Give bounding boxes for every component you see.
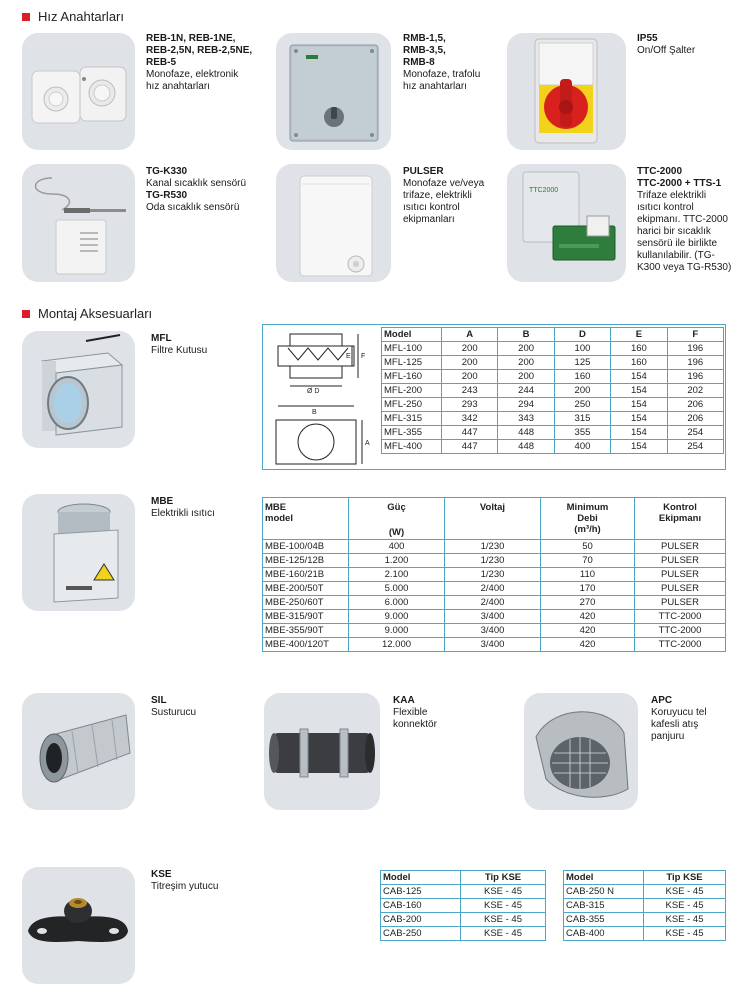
table-row [263, 582, 726, 596]
table-cell: 9.000 [349, 610, 445, 624]
table-cell: MBE-100/04B [263, 540, 349, 554]
table-cell: MBE-200/50T [263, 582, 349, 596]
table-cell: MBE-125/12B [263, 554, 349, 568]
table-cell: TTC-2000 [635, 624, 726, 638]
table-header-row [564, 871, 726, 885]
table-cell: PULSER [635, 582, 726, 596]
table-cell: 170 [541, 582, 635, 596]
table-row [382, 440, 724, 454]
table-cell: 1/230 [445, 540, 541, 554]
kse-spec-table-2 [563, 870, 726, 941]
table-cell: 447 [442, 440, 498, 454]
svg-text:TTC2000: TTC2000 [529, 187, 559, 194]
table-cell: 1/230 [445, 554, 541, 568]
table-cell: 270 [541, 596, 635, 610]
table-row [382, 356, 724, 370]
table-cell: MBE-400/120T [263, 638, 349, 652]
table-row [263, 568, 726, 582]
table-cell: CAB-315 [564, 899, 644, 913]
kse-photo [22, 867, 135, 984]
red-square-bullet [22, 310, 30, 318]
table-cell: MFL-160 [382, 370, 442, 384]
kaa-description: KAA Flexible konnektör [393, 695, 437, 730]
table-cell: 294 [498, 398, 554, 412]
table-cell: 200 [498, 356, 554, 370]
table-cell: 200 [442, 370, 498, 384]
column-header: F [667, 328, 723, 342]
dim-label-e: E [346, 353, 351, 360]
table-row [381, 885, 546, 899]
mfl-spec-table [381, 327, 724, 454]
table-cell: TTC-2000 [635, 638, 726, 652]
column-header-model: MBE model [263, 498, 349, 540]
column-header: Tip KSE [644, 871, 726, 885]
table-cell: 70 [541, 554, 635, 568]
table-cell: KSE - 45 [461, 913, 546, 927]
table-cell: MFL-200 [382, 384, 442, 398]
table-header-row [263, 498, 726, 540]
column-header: Model [382, 328, 442, 342]
table-cell: 160 [611, 356, 667, 370]
table-cell: 2/400 [445, 582, 541, 596]
mfl-dimension-diagram [266, 328, 378, 468]
mfl-photo [22, 331, 135, 448]
column-header: B [498, 328, 554, 342]
table-row [564, 885, 726, 899]
ip55-switch-photo [507, 33, 626, 150]
red-square-bullet [22, 13, 30, 21]
section-title-text: Hız Anahtarları [38, 9, 124, 24]
table-cell: 154 [611, 384, 667, 398]
column-header: Model [564, 871, 644, 885]
table-row [263, 624, 726, 638]
table-cell: 3/400 [445, 610, 541, 624]
table-cell: CAB-400 [564, 927, 644, 941]
table-cell: 200 [498, 342, 554, 356]
table-cell: MFL-315 [382, 412, 442, 426]
table-cell: 254 [667, 440, 723, 454]
table-cell: 50 [541, 540, 635, 554]
table-cell: 154 [611, 398, 667, 412]
table-row [564, 899, 726, 913]
mbe-spec-table [262, 497, 726, 652]
pulser-photo [276, 164, 391, 282]
table-cell: KSE - 45 [644, 899, 726, 913]
table-row [382, 398, 724, 412]
apc-description: APC Koruyucu tel kafesli atış panjuru [651, 695, 707, 742]
table-cell: CAB-250 N [564, 885, 644, 899]
mfl-description: MFL Filtre Kutusu [151, 333, 208, 356]
tg-sensors-photo [22, 164, 135, 282]
table-cell: 200 [442, 342, 498, 356]
table-cell: MFL-100 [382, 342, 442, 356]
table-header-row [382, 328, 724, 342]
table-cell: MBE-355/90T [263, 624, 349, 638]
table-header-row [381, 871, 546, 885]
table-row [263, 540, 726, 554]
table-cell: PULSER [635, 540, 726, 554]
column-header: D [554, 328, 610, 342]
section-title-mounting-accessories [22, 306, 152, 321]
table-cell: 2.100 [349, 568, 445, 582]
apc-photo [524, 693, 638, 810]
table-cell: 293 [442, 398, 498, 412]
table-cell: MFL-400 [382, 440, 442, 454]
table-row [564, 913, 726, 927]
table-cell: KSE - 45 [644, 913, 726, 927]
table-cell: CAB-200 [381, 913, 461, 927]
dim-label-d: Ø D [307, 388, 320, 395]
table-cell: 154 [611, 370, 667, 384]
table-cell: 206 [667, 412, 723, 426]
table-cell: 420 [541, 624, 635, 638]
section-title-speed-controllers [22, 9, 124, 24]
column-header-power: Güç (W) [349, 498, 445, 540]
kaa-photo [264, 693, 380, 810]
table-row [263, 596, 726, 610]
table-cell: TTC-2000 [635, 610, 726, 624]
table-cell: 244 [498, 384, 554, 398]
table-cell: 243 [442, 384, 498, 398]
section-title-text: Montaj Aksesuarları [38, 306, 153, 321]
table-cell: 202 [667, 384, 723, 398]
reb-photo [22, 33, 135, 150]
table-cell: PULSER [635, 568, 726, 582]
table-cell: 315 [554, 412, 610, 426]
table-cell: 343 [498, 412, 554, 426]
dim-label-f: F [361, 353, 366, 360]
table-row [263, 554, 726, 568]
table-row [382, 384, 724, 398]
table-cell: 196 [667, 356, 723, 370]
table-cell: 342 [442, 412, 498, 426]
table-cell: KSE - 45 [644, 885, 726, 899]
pulser-description: PULSER Monofaze ve/veya trifaze, elektrikli ısıtıcı kontrol ekipmanları [403, 166, 485, 225]
table-cell: 254 [667, 426, 723, 440]
table-cell: PULSER [635, 554, 726, 568]
table-cell: 5.000 [349, 582, 445, 596]
table-cell: MBE-315/90T [263, 610, 349, 624]
table-cell: 9.000 [349, 624, 445, 638]
table-cell: 250 [554, 398, 610, 412]
table-cell: 448 [498, 440, 554, 454]
table-cell: MFL-250 [382, 398, 442, 412]
mbe-photo [22, 494, 135, 611]
reb-description: REB-1N, REB-1NE, REB-2,5N, REB-2,5NE, REB-5 Monofaze, elektronik hız anahtarları [146, 33, 253, 92]
table-row [382, 412, 724, 426]
table-cell: 400 [554, 440, 610, 454]
table-cell: 154 [611, 426, 667, 440]
table-cell: 447 [442, 426, 498, 440]
table-cell: MFL-355 [382, 426, 442, 440]
table-cell: CAB-125 [381, 885, 461, 899]
table-cell: 3/400 [445, 638, 541, 652]
table-row [381, 899, 546, 913]
table-cell: 200 [442, 356, 498, 370]
column-header-control: Kontrol Ekipmanı [635, 498, 726, 540]
table-cell: KSE - 45 [461, 899, 546, 913]
table-cell: 200 [554, 384, 610, 398]
table-cell: KSE - 45 [644, 927, 726, 941]
table-cell: 1/230 [445, 568, 541, 582]
table-cell: MBE-250/60T [263, 596, 349, 610]
column-header: A [442, 328, 498, 342]
table-cell: 12.000 [349, 638, 445, 652]
table-cell: 420 [541, 610, 635, 624]
table-cell: MFL-125 [382, 356, 442, 370]
table-row [263, 638, 726, 652]
kse-description: KSE Titreşim yutucu [151, 869, 219, 892]
table-row [382, 426, 724, 440]
table-row [381, 913, 546, 927]
table-cell: 2/400 [445, 596, 541, 610]
table-cell: KSE - 45 [461, 885, 546, 899]
column-header: Tip KSE [461, 871, 546, 885]
dim-label-b: B [312, 409, 317, 416]
table-cell: 1.200 [349, 554, 445, 568]
table-row [382, 342, 724, 356]
table-cell: 3/400 [445, 624, 541, 638]
table-row [263, 610, 726, 624]
mbe-description: MBE Elektrikli ısıtıcı [151, 496, 215, 519]
table-cell: 206 [667, 398, 723, 412]
column-header: Model [381, 871, 461, 885]
column-header: E [611, 328, 667, 342]
table-cell: 110 [541, 568, 635, 582]
table-cell: 160 [611, 342, 667, 356]
tg-description: TG-K330 Kanal sıcaklık sensörü TG-R530 Oda sıcaklık sensörü [146, 166, 247, 213]
table-cell: 400 [349, 540, 445, 554]
column-header-voltage: Voltaj [445, 498, 541, 540]
table-cell: PULSER [635, 596, 726, 610]
ttc-2000-description: TTC-2000 TTC-2000 + TTS-1 Trifaze elektrikli ısıtıcı kontrol ekipmanı. TTC-2000 harici bir sıcaklık sensörü ile birlikte kullanılabilir. (TG- K300 veya TG-R530) [637, 166, 732, 273]
ttc-2000-photo [507, 164, 626, 282]
table-cell: CAB-250 [381, 927, 461, 941]
table-cell: 100 [554, 342, 610, 356]
table-cell: 200 [498, 370, 554, 384]
sil-description: SIL Susturucu [151, 695, 197, 718]
table-cell: MBE-160/21B [263, 568, 349, 582]
table-cell: 6.000 [349, 596, 445, 610]
table-cell: 196 [667, 342, 723, 356]
table-cell: 196 [667, 370, 723, 384]
table-cell: CAB-355 [564, 913, 644, 927]
sil-photo [22, 693, 135, 810]
table-cell: 160 [554, 370, 610, 384]
table-cell: 154 [611, 412, 667, 426]
kse-spec-table-1 [380, 870, 546, 941]
table-row [382, 370, 724, 384]
table-cell: 355 [554, 426, 610, 440]
table-cell: 125 [554, 356, 610, 370]
table-row [381, 927, 546, 941]
table-cell: KSE - 45 [461, 927, 546, 941]
table-cell: 154 [611, 440, 667, 454]
dim-label-a: A [365, 440, 370, 447]
table-cell: 448 [498, 426, 554, 440]
column-header-flow: Minimum Debi (m³/h) [541, 498, 635, 540]
table-cell: CAB-160 [381, 899, 461, 913]
table-row [564, 927, 726, 941]
table-cell: 420 [541, 638, 635, 652]
rmb-description: RMB-1,5, RMB-3,5, RMB-8 Monofaze, trafolu hız anahtarları [403, 33, 481, 92]
ip55-description: IP55 On/Off Şalter [637, 33, 696, 56]
rmb-photo [276, 33, 391, 150]
